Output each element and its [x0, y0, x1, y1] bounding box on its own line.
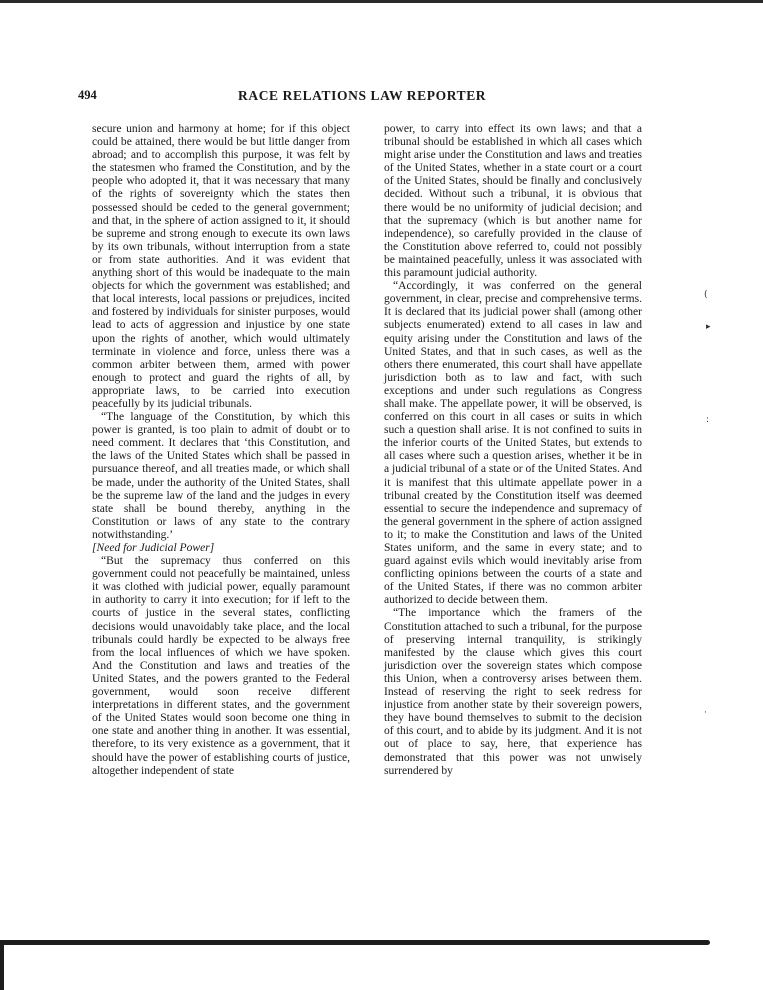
scan-speck: ▸ — [706, 322, 711, 332]
scan-speck: ( — [704, 290, 708, 300]
scan-speck: : — [706, 415, 710, 425]
page-number: 494 — [78, 88, 97, 102]
bottom-scan-border — [0, 940, 710, 945]
right-paragraph-1: power, to carry into effect its own laws; and that a tribunal should be established in which all cases which might arise under the Constitution and laws and treaties of the United States, whether in a state court or a court of the United States, should be finally and conclusively decided. Without such a tribunal, it is obvious that there would be no uniformity of judicial decision; and that the supremacy (which is but another name for independence), so carefully provided in the clause of the Constitution above referred to, could not possibly be maintained peacefully, unless it was associated with this paramount judicial authority. — [384, 123, 642, 280]
right-column — [384, 123, 642, 778]
top-scan-border — [0, 0, 763, 3]
bottom-corner-border — [0, 940, 4, 990]
scan-speck: · — [704, 708, 707, 718]
right-paragraph-2: “Accordingly, it was conferred on the general government, in clear, precise and comprehensive terms. It is declared that its judicial power shall (among other subjects enumerated) extend to all cases in law and equity arising under the Constitution and laws of the United States, and that in such cases, as well as the others there enumerated, this court shall have appellate jurisdiction both as to law and fact, with such exceptions and under such regulations as Congress shall make. The appellate power, it will be observed, is conferred on this court in all cases or suits in which such a question shall arise. It is not confined to suits in the inferior courts of the United States, but extends to all cases where such a question arises, whether it be in a judicial tribunal of a state or of the United States. And it is manifest that this ultimate appellate power in a tribunal created by the Constitution itself was deemed essential to secure the independence and supremacy of the general government in the sphere of action assigned to it; to make the Constitution and laws of the United States uniform, and the same in every state; and to guard against evils which would inevitably arise from conflicting opinions between the courts of a state and of the United States, if there was no common arbiter authorized to decide between them. — [384, 280, 642, 607]
right-paragraph-3: “The importance which the framers of the Constitution attached to such a tribunal, for the purpose of preserving internal tranquility, is strikingly manifested by the clause which gives this court jurisdiction over the sovereign states which compose this Union, when a controversy arises between them. Instead of reserving the right to seek redress for injustice from another state by their sovereign powers, they have bound themselves to submit to the decision of this court, and to abide by its judgment. And it is not out of place to say, here, that experience has demonstrated that this power was not unwisely surrendered by — [384, 607, 642, 777]
left-paragraph-1: secure union and harmony at home; for if this object could be attained, there would be but little danger from abroad; and to accomplish this purpose, it was felt by the statesmen who framed the Constitution, and by the people who adopted it, that it was necessary that many of the rights of sovereignty which the states then possessed should be ceded to the general government; and that, in the sphere of action assigned to it, it should be supreme and strong enough to execute its own laws by its own tribunals, without interruption from a state or from state authorities. And it was evident that anything short of this would be inadequate to the main objects for which the government was established; and that local interests, local passions or prejudices, incited and fostered by individuals for sinister purposes, would lead to acts of aggression and injustice by one state upon the rights of another, which would ultimately terminate in violence and force, unless there was a common arbiter between them, armed with power enough to protect and guard the rights of all, by appropriate laws, to be carried into execution peacefully by its judicial tribunals. — [92, 123, 350, 410]
left-paragraph-2: “The language of the Constitution, by which this power is granted, is too plain to admit of doubt or to need comment. It declares that ‘this Constitution, and the laws of the United States which shall be passed in pursuance thereof, and all treaties made, or which shall be made, under the authority of the United States, shall be the supreme law of the land and the judges in every state shall be bound thereby, anything in the Constitution or laws of any state to the contrary notwithstanding.’ — [92, 411, 350, 541]
section-subheading: [Need for Judicial Power] — [92, 542, 215, 554]
left-paragraph-3: “But the supremacy thus conferred on this government could not peacefully be maintained, unless it was clothed with judicial power, equally paramount in authority to carry it into execution; for if left to the courts of justice in the several states, conflicting decisions would unavoidably take place, and the local tribunals could hardly be expected to be always free from the local influences of which we have spoken. And the Constitution and laws and treaties of the United States, and the powers granted to the Federal government, would soon receive different interpretations in different states, and the government of the United States would soon become one thing in one state and another thing in another. It was essential, therefore, to its very existence as a government, that it should have the power of establishing courts of justice, altogether independent of state — [92, 555, 350, 777]
left-column — [92, 123, 350, 778]
running-head: RACE RELATIONS LAW REPORTER — [238, 88, 487, 103]
page-header — [78, 88, 678, 108]
